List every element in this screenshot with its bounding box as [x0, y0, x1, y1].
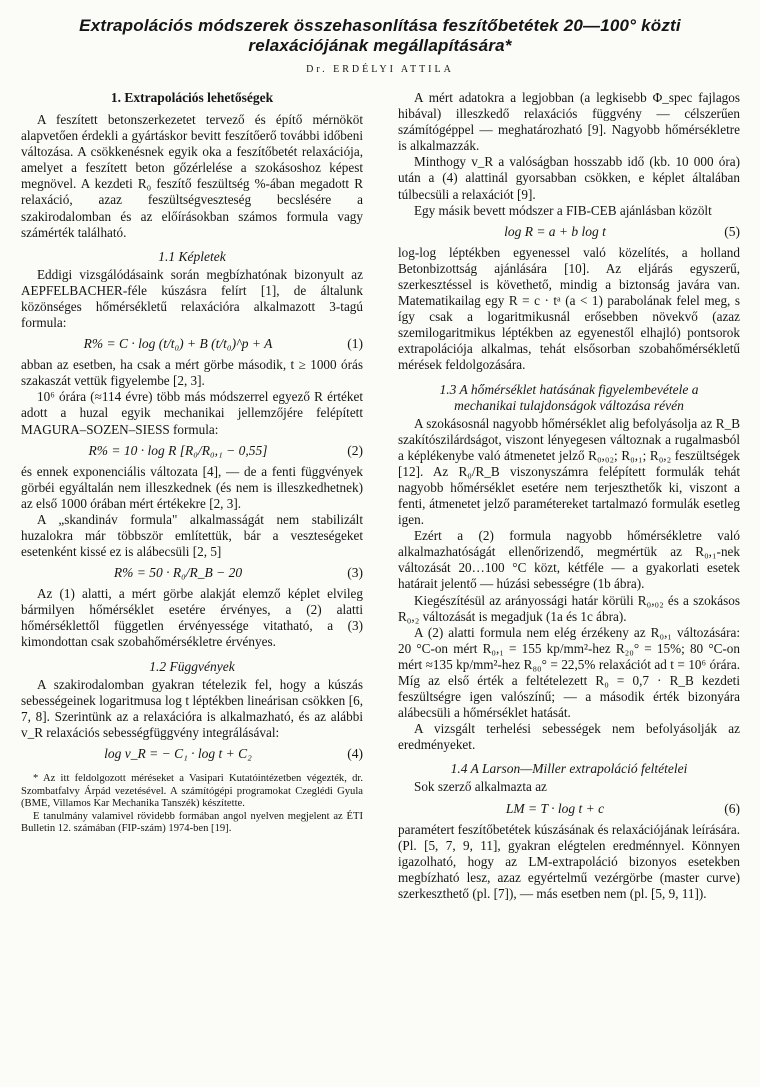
subsection-heading-1-2: 1.2 Függvények [149, 658, 235, 674]
equation-expression: R% = 50 · R₀/R_B − 20 [113, 565, 243, 581]
equation-number: (6) [724, 800, 740, 816]
subsection-heading-line: 1.3 A hőmérséklet hatásának figyelembevétele a [439, 381, 699, 397]
paragraph: és ennek exponenciális változata [4], — de a fenti függvények görbéi egyáltalán nem illeszkednek (és nem is illeszkedhetnek) az első 1000 órában mért értékekre [2, 3]. [21, 463, 363, 511]
subsection-heading-1-3 [398, 382, 740, 414]
subsection-heading-1-4: 1.4 A Larson—Miller extrapoláció feltételei [450, 761, 688, 777]
paragraph: Az (1) alatti, a mért görbe alakját elemző képlet elvileg bármilyen hőmérséklet esetére érvényes, a (2) alatti hőmérséklettől független érvényessége vitatható, a (3) kimondottan csak szobahőmérsékletre érvényes. [21, 586, 363, 650]
paragraph: abban az esetben, ha csak a mért görbe második, t ≥ 1000 órás szakaszát vettük figyelembe [2, 3]. [21, 357, 363, 389]
paragraph: paramétert feszítőbetétek kúszásának és relaxációjának leírására. (Pl. [5, 7, 9, 11], gyakran elégtelen eredménnyel. Könnyen igazolható, hogy az LM-extrapoláció bizonyos esetekben megbízható lesz, azaz egyértelmű vezérgörbe (master curve) szerkeszthető (pl. [7]), — más esetben nem (pl. [5, 9, 11]). [398, 821, 740, 901]
equation-6 [398, 800, 740, 818]
title-line-1: Extrapolációs módszerek összehasonlítása feszítőbetétek 20—100° közti [79, 16, 681, 35]
paragraph: log-log léptékben egyenessel való közelítés, a holland Betonbizottság ajánlására [10]. Az eljárás egyszerű, szerkesztéssel is követhető, mindig a biztonság javára van. Matematikailag egy R = c · tᵃ (a < 1) parabolának felel meg, s így csak a logaritmikusnál erősebben növekvő (azaz szemilogaritmikus léptékben az egyenestől elhajló) pontsorok extrapolációja alkalmas, tehát elsősorban szobahőmérsékletű mérések feldolgozására. [398, 244, 740, 373]
equation-number: (4) [347, 745, 363, 761]
equation-1 [21, 335, 363, 353]
equation-number: (1) [347, 336, 363, 352]
equation-5 [398, 223, 740, 241]
paragraph: 10⁶ órára (≈114 évre) több más módszerrel egyező R értéket adott a huzal egyik mechanikai jellemzőjére felépített MAGURA–SOZEN–SIESS formula: [21, 389, 363, 437]
paragraph: A vizsgált terhelési sebességek nem befolyásolják az eredményeket. [398, 721, 740, 753]
equation-3 [21, 564, 363, 582]
paragraph: Egy másik bevett módszer a FIB-CEB ajánlásban közölt [414, 202, 712, 218]
paragraph: Kiegészítésül az arányossági határ körüli R₀,₀₂ és a szokásos R₀,₂ változását is megadjuk (1a és 1c ábra). [398, 592, 740, 624]
paragraph: A szokásosnál nagyobb hőmérséklet alig befolyásolja az R_B szakítószilárdságot, viszont lényegesen változnak a rugalmasból a képlékenybe való átmenetet jelző R₀,₀₂; R₀,₁; R₀,₂ feszültségek [12]. Az R₀/R_B viszonyszámra felépített formulák tehát nagyobb hőmérséklet esetére nem terjeszthetők ki, viszont a fenti, átmenetet jelző paramétereket tartalmazó formulák esetleg igen. [398, 415, 740, 528]
footnotes [21, 773, 363, 836]
paragraph: A (2) alatti formula nem elég érzékeny az R₀,₁ változására: 20 °C-on mért R₀,₁ = 155 kp/mm²-hez R₂₀° = 15%; 80 °C-on mért ≈135 kp/mm²-hez R₈₀° = 22,5% relaxációt ad t = 10⁶ órára. Míg az első érték a feltételezett R₀ = 0,7 · R_B kezdeti feszültségre igen valószínű; — a második érték bizonyára alábecsüli a hőmérséklet hatását. [398, 624, 740, 721]
subsection-heading-line: mechanikai tulajdonságok változása révén [454, 397, 684, 413]
paragraph: Minthogy v_R a valóságban hosszabb idő (kb. 10 000 óra) után a (4) alattinál gyorsabban csökken, e képlet általában túlbecsüli a relaxációt [9]. [398, 154, 740, 202]
subsection-heading-1-1: 1.1 Képletek [158, 248, 226, 264]
equation-number: (5) [724, 223, 740, 239]
equation-expression: log v_R = − C₁ · log t + C₂ [104, 745, 252, 761]
footnote: * Az itt feldolgozott méréseket a Vasipari Kutatóintézetben végezték, dr. Szombatfalvy Árpád vezetésével. A számítógépi programokat Czeglédi Gyula (BME, Villamos Kar Mechanika Tanszék) készítette. [21, 772, 363, 810]
paragraph: Ezért a (2) formula nagyobb hőmérsékletre való alkalmazhatóságát ellenőrizendő, megmértük az R₀,₁-nek változását 20…100 °C közt, kétféle — a gyakorlati esetek határait jelentő — húzási sebességre (1b ábra). [398, 528, 740, 592]
footnote: E tanulmány valamivel rövidebb formában angol nyelven megjelent az ÉTI Bulletin 12. számában (FIP-szám) 1974-ben [19]. [21, 810, 363, 835]
paragraph: Eddigi vizsgálódásaink során megbízhatónak bizonyult az AEPFELBACHER-féle kúszásra felírt [1], de általunk közönséges hőmérsékletű relaxációra alkalmazott 3-tagú formula: [21, 266, 363, 331]
equation-expression: R% = 10 · log R [R₀/R₀,₁ − 0,55] [88, 442, 268, 458]
equation-number: (3) [347, 565, 363, 581]
equation-4 [21, 745, 363, 763]
paragraph: A „skandináv formula" alkalmasságát nem stabilizált huzalokra már többször említettük, bár a veszteségeket esetenként kissé ez is alábecsüli [2, 5] [21, 511, 363, 560]
paragraph: A mért adatokra a legjobban (a legkisebb Φ_spec fajlagos hibával) illeszkedő relaxációs függvény — célszerűen számítógéppel — meghatározható [9]. Nagyobb hőmérsékletre is alkalmazzák. [398, 90, 740, 154]
author: Dr. ERDÉLYI ATTILA [306, 64, 454, 75]
paragraph: A szakirodalomban gyakran tételezik fel, hogy a kúszás sebességeinek logaritmusa log t léptékben lineárisan csökken [6, 7, 8]. Szerintünk az a relaxációra is alkalmazható, és az alábbi v_R relaxációs sebességfüggvény integrálásával: [21, 676, 363, 740]
paragraph: Sok szerző alkalmazta az [414, 779, 547, 795]
equation-expression: log R = a + b log t [504, 223, 606, 239]
paragraph: A feszített betonszerkezetet tervező és építő mérnököt alapvetően érdekli a gyártáskor bevitt feszítőerő további időbeni változása. A csökkenésnek egyik oka a feszítőbetét relaxációja, amelyet a feszített beton gőzérlelése a szokásoshoz képest megnövel. A kezdeti R₀ feszítő feszültség %-ában megadott R relaxáció, azaz feszültségveszteség becslésére a szakirodalomban és az előírásokban számos formula vagy számérték található. [21, 112, 363, 240]
title-line-2: relaxációjának megállapítására* [248, 36, 512, 55]
equation-expression: R% = C · log (t/t₀) + B (t/t₀)^p + A [83, 336, 273, 352]
right-column [398, 90, 740, 902]
article-title [0, 16, 760, 56]
section-heading-1: 1. Extrapolációs lehetőségek [110, 90, 274, 105]
left-column [21, 90, 363, 836]
equation-2 [21, 442, 363, 460]
equation-number: (2) [347, 442, 363, 458]
equation-expression: LM = T · log t + c [505, 800, 605, 816]
